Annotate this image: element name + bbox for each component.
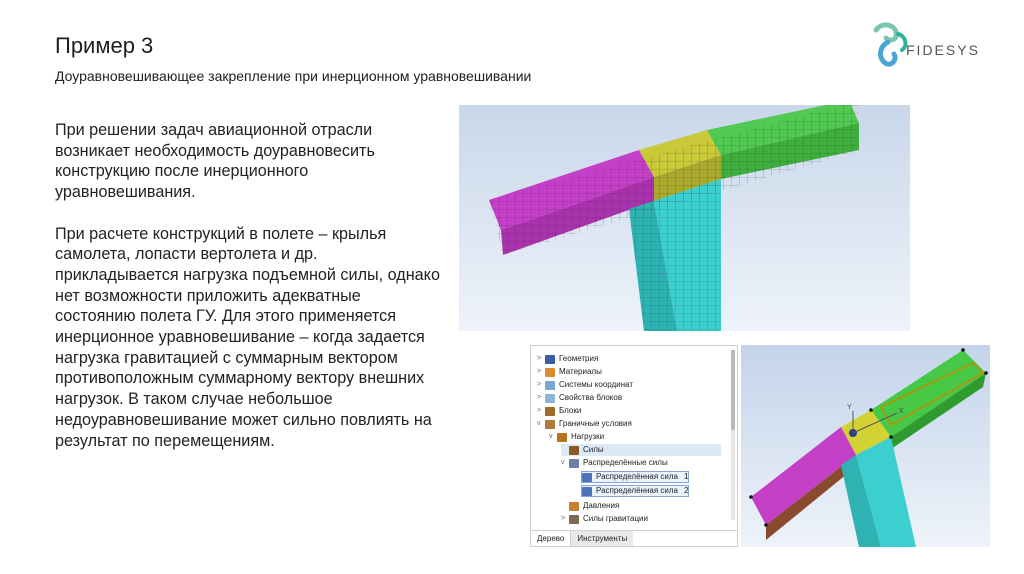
forces-icon bbox=[569, 446, 579, 455]
t-beam-loads-render bbox=[741, 345, 990, 547]
gravity-forces-icon bbox=[569, 515, 579, 524]
tree-item-label: Материалы bbox=[559, 367, 602, 376]
expand-arrow-icon[interactable]: > bbox=[537, 355, 542, 362]
tree-item-label: Нагрузки bbox=[571, 432, 605, 441]
tree-item-label: Силы bbox=[583, 445, 604, 454]
tree-item-distributed-forces[interactable] bbox=[561, 457, 668, 469]
block-properties-icon bbox=[545, 394, 555, 403]
tree-item-block-properties[interactable] bbox=[537, 392, 622, 404]
tree-item-blocks[interactable] bbox=[537, 405, 581, 417]
tree-tabs bbox=[531, 530, 737, 546]
tree-item-label: Распределённая сила bbox=[596, 486, 678, 495]
body-text bbox=[55, 120, 440, 451]
collapse-arrow-icon[interactable]: v bbox=[537, 420, 541, 427]
axis-y-label: Y bbox=[847, 404, 852, 411]
tree-item-geometry[interactable] bbox=[537, 353, 598, 365]
tree-item-index: 2 bbox=[683, 486, 689, 495]
tree-item-label: Распределённые силы bbox=[583, 458, 668, 467]
expand-arrow-icon[interactable]: > bbox=[537, 407, 542, 414]
collapse-arrow-icon[interactable]: v bbox=[561, 459, 565, 466]
boundary-conditions-icon bbox=[545, 420, 555, 429]
tree-scrollbar[interactable] bbox=[731, 350, 735, 520]
tree-item-distributed-force-1[interactable] bbox=[581, 471, 689, 483]
pressures-icon bbox=[569, 502, 579, 511]
tree-item-label: Свойства блоков bbox=[559, 393, 623, 402]
tree-item-label: Блоки bbox=[559, 406, 582, 415]
model-tree-panel bbox=[530, 345, 738, 547]
expand-arrow-icon[interactable]: > bbox=[561, 515, 566, 522]
tree-item-label: Давления bbox=[583, 501, 620, 510]
distributed-forces-icon bbox=[569, 459, 579, 468]
slide-subtitle: Доуравновешивающее закрепление при инерционном уравновешивании bbox=[55, 68, 532, 84]
coordinate-systems-icon bbox=[545, 381, 555, 390]
tree-item-label: Геометрия bbox=[559, 354, 599, 363]
collapse-arrow-icon[interactable]: v bbox=[549, 433, 553, 440]
tree-item-boundary-conditions[interactable] bbox=[537, 418, 632, 430]
tree-item-coordinate-systems[interactable] bbox=[537, 379, 633, 391]
tree-item-gravity-forces[interactable] bbox=[561, 513, 648, 525]
loads-icon bbox=[557, 433, 567, 442]
tree-item-label: Распределённая сила bbox=[596, 472, 678, 481]
tab-tools[interactable]: Инструменты bbox=[571, 531, 633, 546]
expand-arrow-icon[interactable]: > bbox=[537, 381, 542, 388]
materials-icon bbox=[545, 368, 555, 377]
distributed-force-icon bbox=[582, 487, 592, 496]
tab-tree[interactable]: Дерево bbox=[531, 531, 571, 546]
tree-item-forces[interactable] bbox=[561, 444, 721, 456]
tree-item-label: Граничные условия bbox=[559, 419, 632, 428]
paragraph-2: При расчете конструкций в полете – крылья самолета, лопасти вертолета и др. прикладывается нагрузка подъемной силы, однако нет возможности приложить адекватные состоянию полета ГУ. Для этого применяется инерционное уравновешивание – когда задается нагрузка гравитацией с суммарным вектором противоположным суммарному вектору внешних нагрузок. В таком случае небольшое недоуравновешивание может сильно повлиять на результат по перемещениям. bbox=[55, 224, 440, 450]
tree-item-loads[interactable] bbox=[549, 431, 604, 443]
geometry-icon bbox=[545, 355, 555, 364]
tree-item-materials[interactable] bbox=[537, 366, 602, 378]
tree-item-distributed-force-2[interactable] bbox=[581, 485, 689, 497]
t-beam-mesh-render bbox=[459, 105, 910, 331]
slide-title: Пример 3 bbox=[55, 33, 154, 58]
logo-text: FIDESYS bbox=[906, 42, 980, 58]
tree-item-pressures[interactable] bbox=[569, 500, 619, 512]
expand-arrow-icon[interactable]: > bbox=[537, 394, 542, 401]
paragraph-1: При решении задач авиационной отрасли возникает необходимость доуравновесить конструкцию после инерционного уравновешивания. bbox=[55, 121, 375, 202]
tree-item-label: Системы координат bbox=[559, 380, 633, 389]
tree-item-label: Силы гравитации bbox=[583, 514, 648, 523]
axis-x-label: X bbox=[899, 408, 904, 415]
tree-item-index: 1 bbox=[683, 472, 689, 481]
distributed-force-icon bbox=[582, 473, 592, 482]
expand-arrow-icon[interactable]: > bbox=[537, 368, 542, 375]
blocks-icon bbox=[545, 407, 555, 416]
